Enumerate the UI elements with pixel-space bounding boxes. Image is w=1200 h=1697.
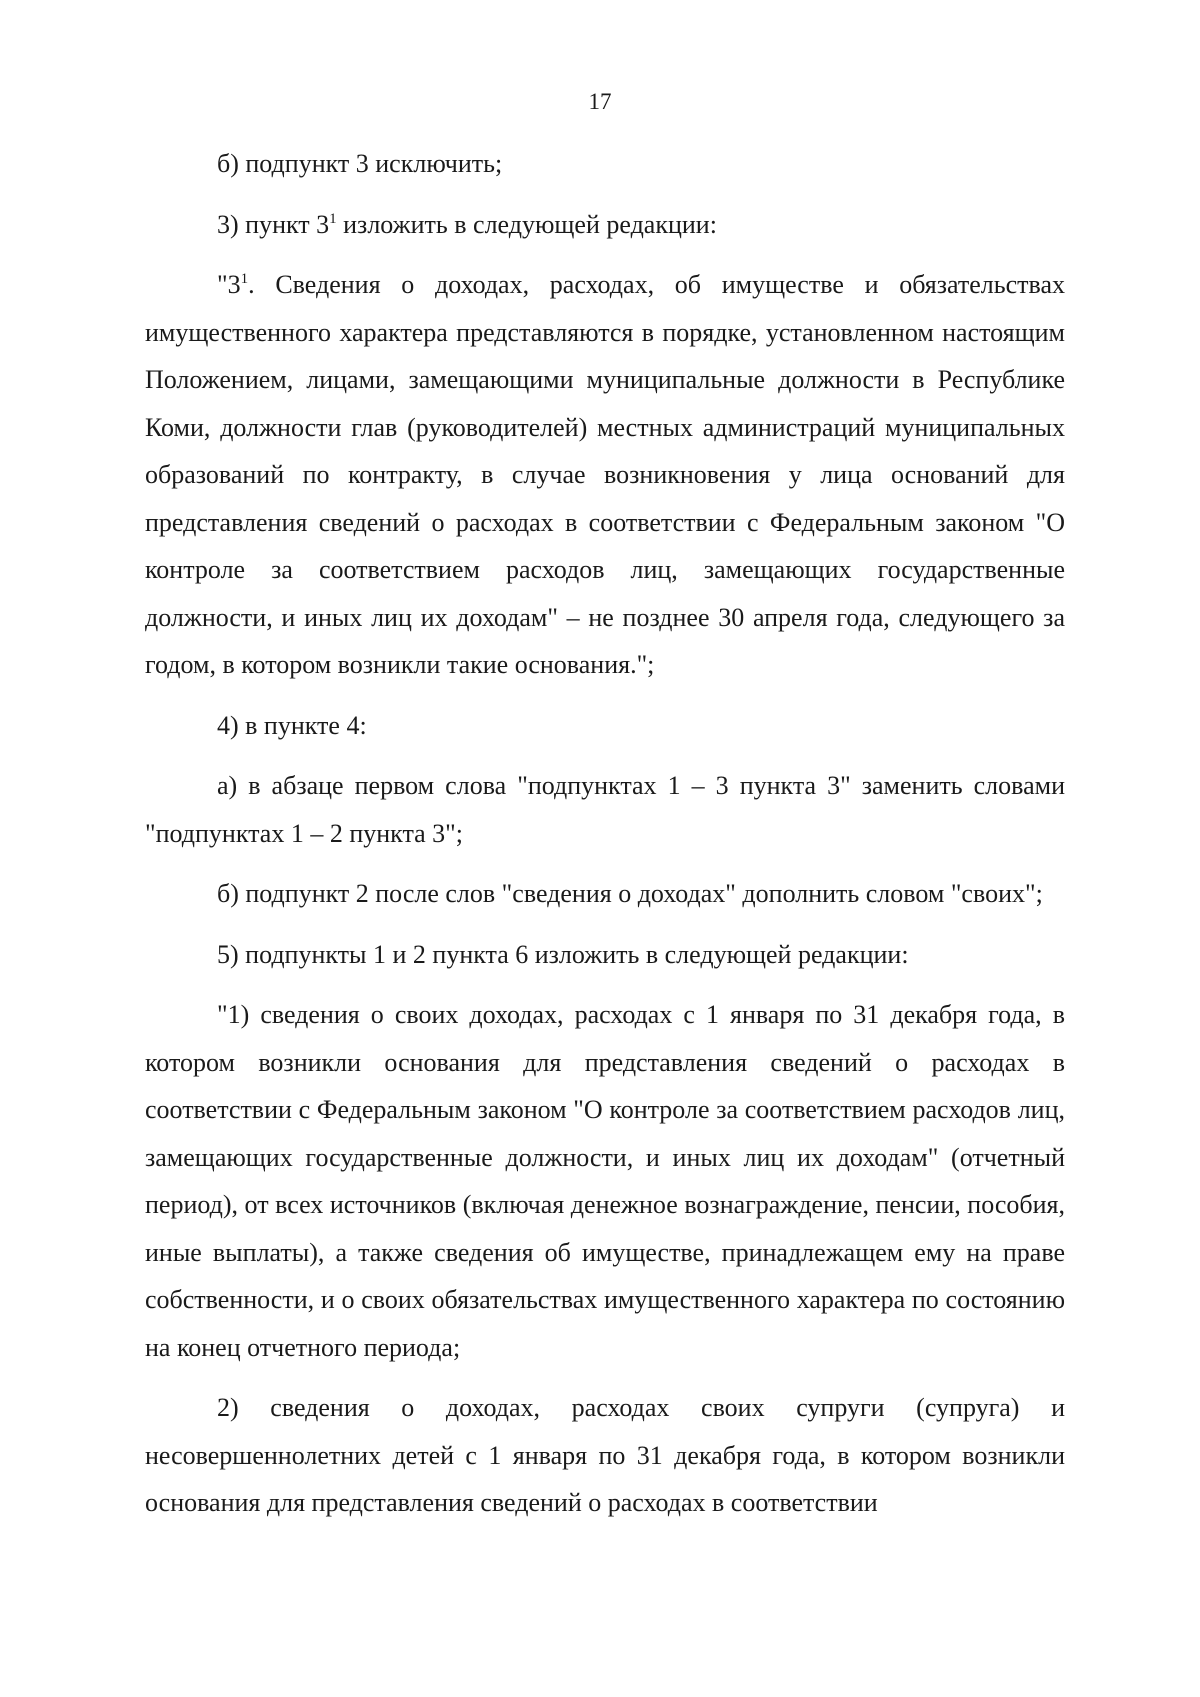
paragraph-text: 3) пункт 3 [217,209,330,239]
document-body [145,140,1065,1540]
page-number: 17 [588,89,612,114]
paragraph-item-3 [145,201,1065,249]
paragraph-text: "3 [217,270,241,299]
paragraph-item-3b: б) подпункт 3 исключить; [217,149,503,178]
paragraph-item-5: 5) подпункты 1 и 2 пункта 6 изложить в следующей редакции: [217,939,909,969]
superscript: 1 [240,271,249,287]
paragraph-text: изложить в следующей редакции: [336,209,717,239]
paragraph-item-4: 4) в пункте 4: [217,710,367,740]
paragraph-text: . Сведения о доходах, расходах, об имуществе и обязательствах имущественного характера представляются в порядке, установленном настоящим Положением, лицами, замещающими муниципальные должности в Республике Коми, должности глав (руководителей) местных администраций муниципальных образований по контракту, в случае возникновения у лица оснований для представления сведений о расходах в соответствии с Федеральным законом "О контроле за соответствием расходов лиц, замещающих государственные должности, и иных лиц их доходам" – не позднее 30 апреля года, следующего за годом, в котором возникли такие основания."; [145,270,1065,679]
paragraph-quoted-point-3-1 [145,261,1065,689]
paragraph-item-4b: б) подпункт 2 после слов "сведения о доходах" дополнить словом "своих"; [217,879,1043,908]
paragraph-item-4a: а) в абзаце первом слова "подпунктах 1 – 3 пункта 3" заменить словами "подпунктах 1 – 2 пункта 3"; [145,771,1065,848]
paragraph-quoted-subitem-1: "1) сведения о своих доходах, расходах с 1 января по 31 декабря года, в котором возникли основания для представления сведений о расходах в соответствии с Федеральным законом "О контроле за соответствием расходов лиц, замещающих государственные должности, и иных лиц их доходам" (отчетный период), от всех источников (включая денежное вознаграждение, пенсии, пособия, иные выплаты), а также сведения об имуществе, принадлежащем ему на праве собственности, и о своих обязательствах имущественного характера по состоянию на конец отчетного периода; [145,1000,1065,1362]
paragraph-quoted-subitem-2: 2) сведения о доходах, расходах своих супруги (супруга) и несовершеннолетних детей с 1 января по 31 декабря года, в котором возникли основания для представления сведений о расходах в соответствии [145,1393,1065,1517]
superscript: 1 [329,210,337,227]
